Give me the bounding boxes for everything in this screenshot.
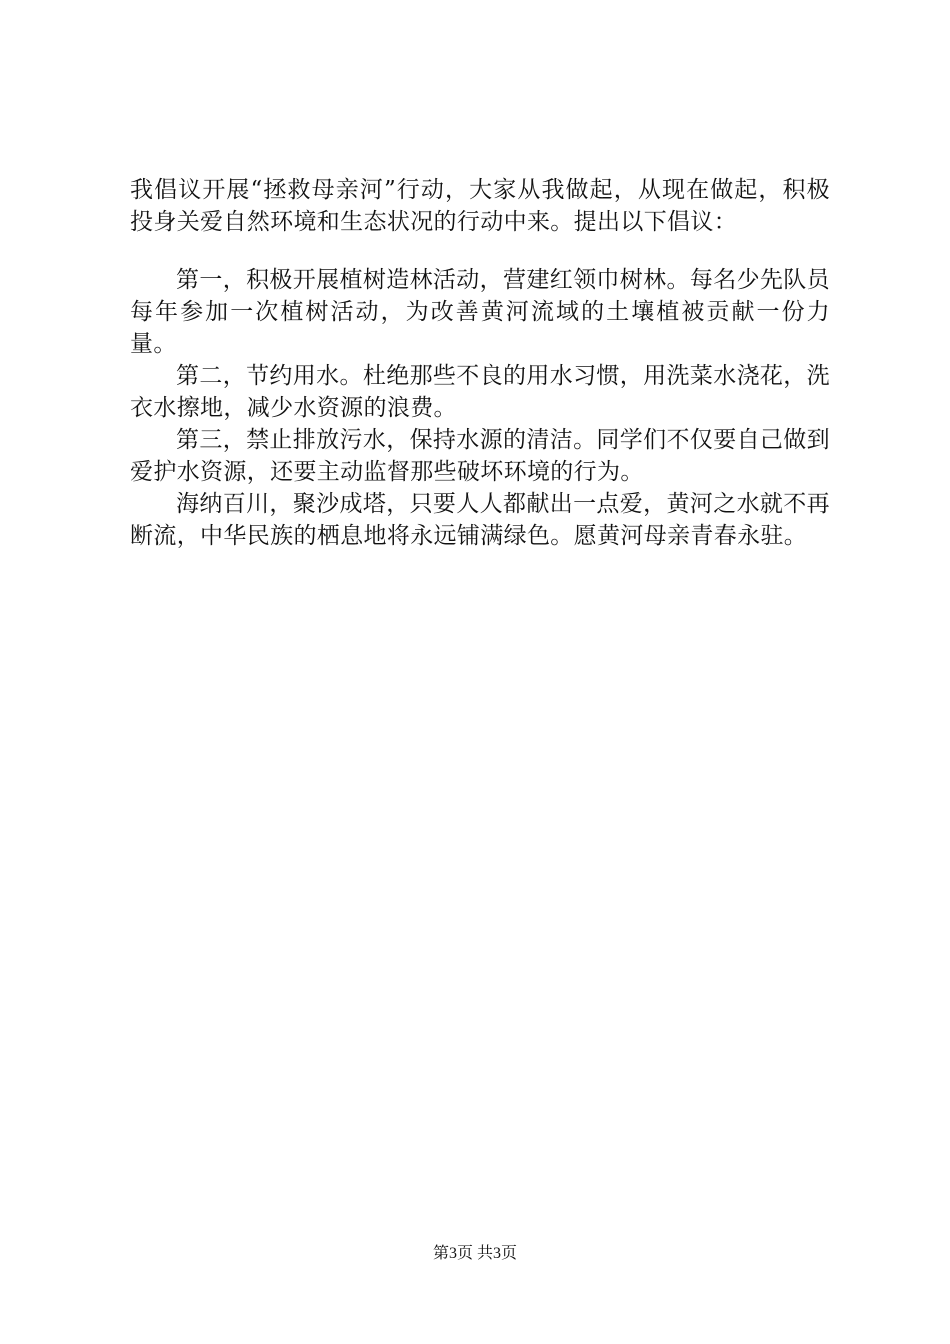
proposal-paragraph-1: 第一，积极开展植树造林活动，营建红领巾树林。每名少先队员每年参加一次植树活动，为改善黄河流域的土壤植被贡献一份力量。 [130,267,830,357]
intro-paragraph: 我倡议开展“拯救母亲河”行动，大家从我做起，从现在做起，积极投身关爱自然环境和生态状况的行动中来。提出以下倡议： [130,177,830,235]
closing-paragraph: 海纳百川，聚沙成塔，只要人人都献出一点爱，黄河之水就不再断流，中华民族的栖息地将永远铺满绿色。愿黄河母亲青春永驻。 [130,491,830,549]
proposal-paragraph-3: 第三，禁止排放污水，保持水源的清洁。同学们不仅要自己做到爱护水资源，还要主动监督那些破坏环境的行为。 [130,427,830,485]
page-footer: 第3页 共3页 [432,1245,517,1262]
proposal-paragraph-2: 第二，节约用水。杜绝那些不良的用水习惯，用洗菜水浇花，洗衣水擦地，减少水资源的浪费。 [130,363,830,421]
document-body [130,174,830,552]
